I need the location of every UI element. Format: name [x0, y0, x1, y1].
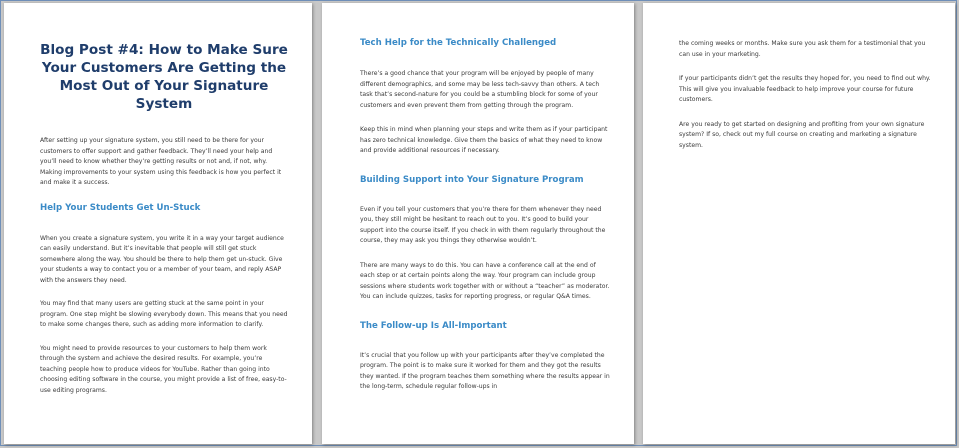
section-heading: Help Your Students Get Un-Stuck	[40, 202, 201, 213]
section-heading: The Follow-up Is All-Important	[360, 320, 507, 331]
paragraph: There are many ways to do this. You can have a conference call at the end of each step or at certain points along the way. Your program can include group sessions where students work together with or without a “teacher” as moderator. You can include quizzes, tasks for reporting progress, or regular Q&A times.	[360, 261, 610, 300]
paragraph: Keep this in mind when planning your steps and write them as if your participant has zero technical knowledge. Give them the basics of what they need to know and provide additional resources if necessary.	[360, 126, 608, 154]
paragraph: You may find that many users are getting stuck at the same point in your program. One step might be slowing everybody down. This means that you need to make some changes there, such as adding more information to clarify.	[40, 300, 288, 328]
paragraph: the coming weeks or months. Make sure you ask them for a testimonial that you can use in your marketing.	[679, 40, 926, 58]
document-page-2	[322, 3, 634, 444]
paragraph: You might need to provide resources to your customers to help them work through the system and achieve the desired results. For example, you’re teaching people how to produce videos for YouTube. Rather than going into choosing editing software in the course, you might provide a list of free, easy-to-use editing programs.	[40, 344, 287, 394]
document-page-3	[643, 3, 955, 444]
page-title: Blog Post #4: How to Make Sure Your Customers Are Getting the Most Out of Your Signature System	[40, 42, 288, 112]
section-heading: Tech Help for the Technically Challenged	[360, 38, 557, 48]
paragraph: When you create a signature system, you write it in a way your target audience can easily understand. But it’s inevitable that people will still get stuck somewhere along the way. You should be there to help them get un-stuck. Give your students a way to contact you or a member of your team, and reply ASAP with the answers they need.	[40, 234, 284, 284]
paragraph: There’s a good chance that your program will be enjoyed by people of many different demographics, and some may be less tech-savvy than others. A tech task that’s second-nature for you could be a stumbling block for some of your customers and even prevent them from getting through the program.	[360, 70, 600, 109]
paragraph: If your participants didn’t get the results they hoped for, you need to find out why. This will give you invaluable feedback to help improve your course for future customers.	[679, 75, 931, 103]
paragraph: It’s crucial that you follow up with your participants after they’ve completed the program. The point is to make sure it worked for them and they got the results they wanted. If the program teaches them something where the results appear in the long-term, schedule regular follow-ups in	[360, 351, 610, 390]
document-page-1	[4, 3, 312, 444]
paragraph: Even if you tell your customers that you’re there for them whenever they need you, they still might be hesitant to reach out to you. It’s good to build your support into the course itself. If you check in with them regularly throughout the course, they may ask you things they otherwise wouldn’t.	[360, 205, 606, 244]
paragraph: Are you ready to get started on designing and profiting from your own signature system? If so, check out my full course on creating and marketing a signature system.	[679, 120, 925, 149]
paragraph: After setting up your signature system, you still need to be there for your customers to offer support and gather feedback. They’ll need your help and you’ll need to know whether they’re getting results or not and, if not, why. Making improvements to your system using this feedback is how you perfect it and make it a success.	[40, 137, 282, 186]
section-heading: Building Support into Your Signature Program	[360, 174, 584, 185]
